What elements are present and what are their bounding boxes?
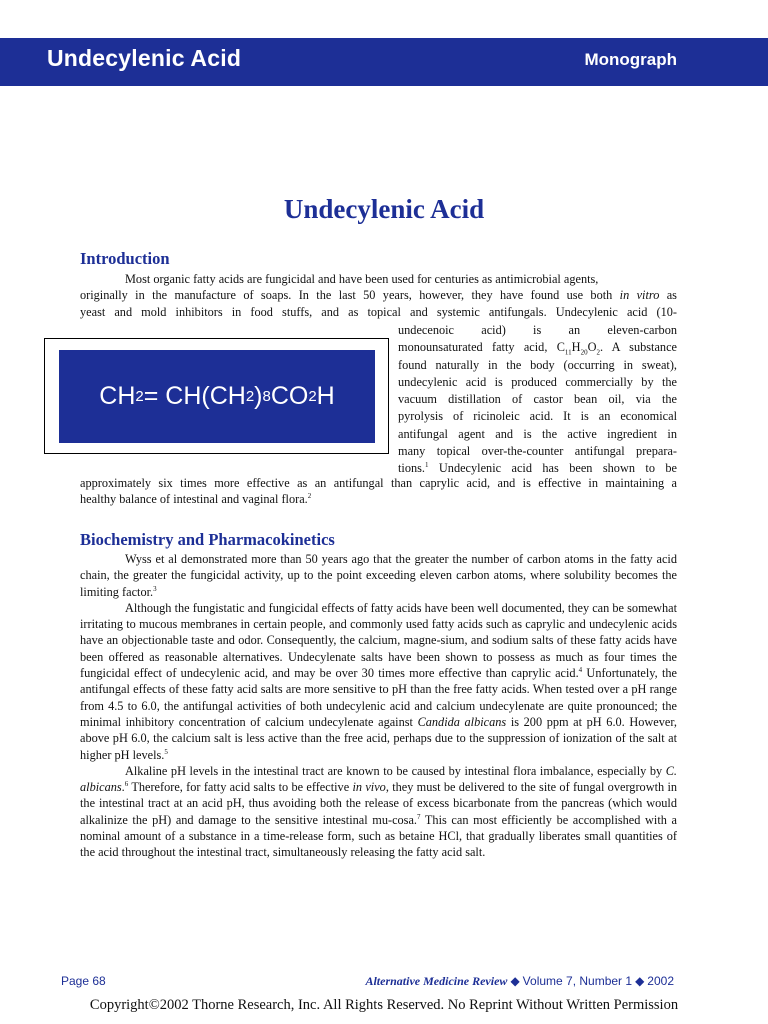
biochemistry-body <box>80 551 677 861</box>
biochem-paragraph-2: Although the fungistatic and fungicidal effects of fatty acids have been well documented, they can be somewhat irritating to mucous membranes in certain people, and commonly used fatty acids such as caprylic and undecylenic acids have an objectionable taste and odor. Consequently, the calcium, magne-sium, and sodium salts of these fatty acids have been offered as reasonable alternatives. Undecylenate salts have been shown to possess as much as four times the fungicidal effect of undecylenic acid, and may be over 30 times more effective than caprylic acid.$^4$ Unfortunately, the antifungal effects of these fatty acid salts are more sensitive to pH than the free fatty acids. When tested over a pH range from 4.5 to 6.0, the antifungal activities of both undecylenic acid and calcium undecylenate are quite pronounced; the minimal inhibitory concentration of calcium undecylenate against Candida albicans is 200 ppm at pH 6.0. However, above pH 6.0, the calcium salt is less active than the free acid, perhaps due to the suppression of ionization of the salt at higher pH levels.$^5$ <box>80 600 678 762</box>
formula-panel: CH 2 = CH(CH 2 ) 8 CO 2 H <box>59 350 375 443</box>
biochemistry-heading: Biochemistry and Pharmacokinetics <box>80 530 335 549</box>
diamond-icon: ◆ <box>510 974 520 988</box>
copyright-notice: Copyright©2002 Thorne Research, Inc. All Rights Reserved. No Reprint Without Written Permission <box>89 997 679 1013</box>
intro-wrapped-text: undecenoic acid) is an eleven-carbon monounsaturated fatty acid, $C_{11}H_{20}O_2$. A substance found naturally in the body (occurring in sweat), undecylenic acid is produced commercially by the vacuum distillation of castor bean oil, via the pyrolysis of ricinoleic acid. It is an economical antifungal agent and is the active ingredient in many topical over-the-counter antifungal prepara- tions.$^1$ Undecylenic acid has been shown to be <box>398 323 677 476</box>
header-banner <box>0 38 768 86</box>
biochem-paragraph-3: Alkaline pH levels in the intestinal tract are known to be caused by intestinal flora imbalance, especially by C. albicans.$^6$ Therefore, for fatty acid salts to be effective in vivo, they must be delivered to the site of fungal overgrowth in the intestinal tract at an acid pH, thus avoiding both the release of excess bicarbonate from the pancreas (which would alkalinize the pH) and damage to the sensitive intestinal mu-cosa.$^7$ This can most efficiently be accomplished with a nominal amount of a substance in a time-release form, such as betaine HCl, that gradually liberates small quantities of the acid throughout the intestinal tract, simultaneously releasing the fatty acid salt. <box>80 763 678 860</box>
biochem-paragraph-1: Wyss et al demonstrated more than 50 years ago that the greater the number of carbon atoms in the fatty acid chain, the greater the fungicidal activity, up to the point exceeding eleven carbon atoms, where solubility becomes the limiting factor.$^3$ <box>80 552 677 599</box>
header-title: Undecylenic Acid <box>47 45 242 71</box>
article-title: Undecylenic Acid <box>283 194 485 224</box>
intro-line-2: originally in the manufacture of soaps. In the last 50 years, however, they have found use both in vitro as <box>80 288 677 303</box>
journal-citation: Alternative Medicine Review ◆ Volume 7, Number 1 ◆ 2002 <box>365 974 674 988</box>
intro-line-1: Most organic fatty acids are fungicidal and have been used for centuries as antimicrobial agents, <box>125 272 599 286</box>
introduction-heading: Introduction <box>80 249 170 268</box>
formula-figure <box>44 338 389 454</box>
intro-after-line-1: approximately six times more effective as an antifungal than caprylic acid, and is effective in maintaining a <box>80 476 677 490</box>
page-number: Page 68 <box>61 974 106 988</box>
intro-line-3: yeast and mold inhibitors in food stuffs, and as topical and systemic antifungals. Undecylenic acid (10- <box>80 304 677 319</box>
header-section-label: Monograph <box>584 50 677 69</box>
intro-paragraph-bottom <box>80 475 677 508</box>
intro-paragraph-top <box>80 271 677 320</box>
diamond-icon: ◆ <box>635 974 645 988</box>
intro-after-line-2: healthy balance of intestinal and vaginal flora.$^2$ <box>80 492 312 507</box>
